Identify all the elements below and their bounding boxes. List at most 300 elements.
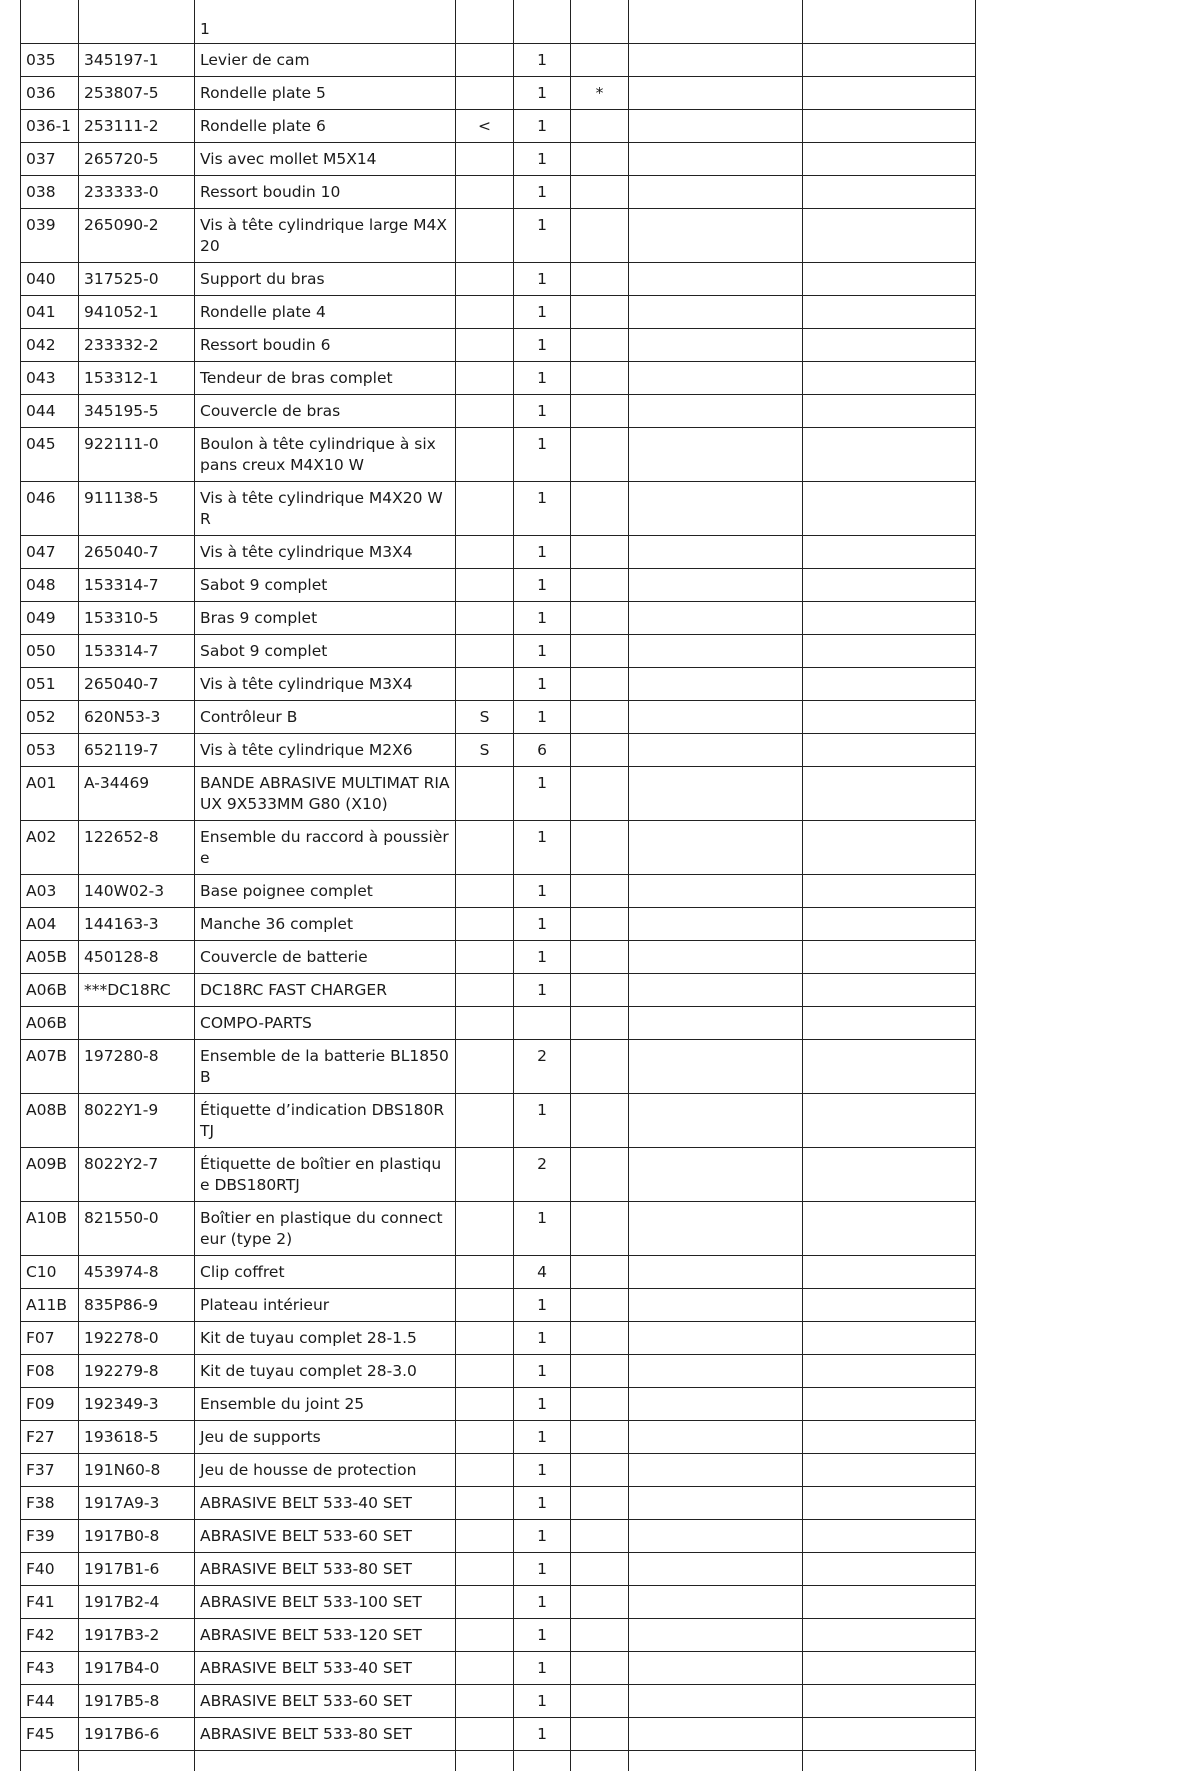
mark-cell (571, 176, 629, 209)
table-row (21, 1520, 976, 1553)
description-cell: Rondelle plate 6 (195, 110, 456, 143)
item-no-cell: A08B (21, 1094, 79, 1148)
description-cell: ABRASIVE BELT 533-80 SET (195, 1718, 456, 1751)
note-cell (456, 143, 514, 176)
quantity-cell: 1 (514, 821, 571, 875)
quantity-cell: 1 (514, 1094, 571, 1148)
description-cell: Bras 9 complet (195, 602, 456, 635)
table-row (21, 1148, 976, 1202)
table-row (21, 362, 976, 395)
part-no-cell: 192278-0 (79, 1322, 195, 1355)
note-cell (456, 1040, 514, 1094)
table-row (21, 941, 976, 974)
part-no-cell: 941052-1 (79, 296, 195, 329)
part-no-cell: 193618-5 (79, 1421, 195, 1454)
note-cell (456, 536, 514, 569)
extra-cell (629, 1421, 803, 1454)
note-cell (456, 296, 514, 329)
mark-cell (571, 536, 629, 569)
quantity-cell: 1 (514, 1685, 571, 1718)
extra-cell (629, 428, 803, 482)
note-cell (456, 1007, 514, 1040)
remarks-cell (803, 1421, 976, 1454)
item-no-cell: F44 (21, 1685, 79, 1718)
remarks-cell (803, 1007, 976, 1040)
quantity-cell: 1 (514, 77, 571, 110)
extra-cell (629, 1289, 803, 1322)
description-cell: Boulon à tête cylindrique à six pans creux M4X10 W (195, 428, 456, 482)
mark-cell (571, 1487, 629, 1520)
quantity-cell: 1 (514, 1487, 571, 1520)
extra-cell (629, 1007, 803, 1040)
mark-cell (571, 1040, 629, 1094)
note-cell (456, 1718, 514, 1751)
remarks-cell (803, 209, 976, 263)
table-row (21, 1256, 976, 1289)
remarks-cell (803, 1751, 976, 1771)
item-no-cell: F38 (21, 1487, 79, 1520)
quantity-cell: 1 (514, 362, 571, 395)
extra-cell (629, 44, 803, 77)
note-cell (456, 1487, 514, 1520)
note-cell (456, 1520, 514, 1553)
item-no-cell: C10 (21, 1256, 79, 1289)
mark-cell (571, 1421, 629, 1454)
extra-cell (629, 1520, 803, 1553)
remarks-cell (803, 1520, 976, 1553)
table-row (21, 635, 976, 668)
quantity-cell: 1 (514, 176, 571, 209)
note-cell: < (456, 110, 514, 143)
note-cell (456, 1388, 514, 1421)
description-cell: Étiquette d’indication DBS180RTJ (195, 1094, 456, 1148)
note-cell (456, 428, 514, 482)
description-cell: Ressort boudin 6 (195, 329, 456, 362)
table-row (21, 734, 976, 767)
remarks-cell (803, 941, 976, 974)
parts-list-body (21, 0, 976, 1771)
note-cell (456, 77, 514, 110)
note-cell (456, 821, 514, 875)
part-no-cell: 153314-7 (79, 635, 195, 668)
mark-cell (571, 1553, 629, 1586)
mark-cell (571, 1586, 629, 1619)
remarks-cell (803, 767, 976, 821)
note-cell (456, 1256, 514, 1289)
description-cell: Contrôleur B (195, 701, 456, 734)
extra-cell (629, 1487, 803, 1520)
note-cell (456, 209, 514, 263)
parts-list-table (20, 0, 976, 1771)
quantity-cell: 1 (514, 701, 571, 734)
mark-cell (571, 1322, 629, 1355)
extra-cell (629, 77, 803, 110)
part-no-cell: 1917B1-6 (79, 1553, 195, 1586)
note-cell (456, 263, 514, 296)
table-row (21, 767, 976, 821)
quantity-cell: 1 (514, 482, 571, 536)
quantity-cell: 1 (514, 1322, 571, 1355)
note-cell (456, 0, 514, 44)
table-row (21, 875, 976, 908)
remarks-cell (803, 362, 976, 395)
description-cell (195, 1751, 456, 1771)
table-row (21, 263, 976, 296)
mark-cell (571, 44, 629, 77)
description-cell: Vis à tête cylindrique M3X4 (195, 536, 456, 569)
part-no-cell: 265720-5 (79, 143, 195, 176)
note-cell (456, 635, 514, 668)
remarks-cell (803, 1718, 976, 1751)
extra-cell (629, 701, 803, 734)
quantity-cell (514, 1751, 571, 1771)
quantity-cell: 1 (514, 1619, 571, 1652)
item-no-cell: 044 (21, 395, 79, 428)
note-cell (456, 1289, 514, 1322)
extra-cell (629, 263, 803, 296)
description-cell: Couvercle de bras (195, 395, 456, 428)
quantity-cell: 1 (514, 1388, 571, 1421)
item-no-cell: 046 (21, 482, 79, 536)
description-cell: Kit de tuyau complet 28-1.5 (195, 1322, 456, 1355)
description-cell: Vis à tête cylindrique M3X4 (195, 668, 456, 701)
description-cell: Jeu de housse de protection (195, 1454, 456, 1487)
extra-cell (629, 296, 803, 329)
remarks-cell (803, 1202, 976, 1256)
item-no-cell: F08 (21, 1355, 79, 1388)
description-cell: ABRASIVE BELT 533-100 SET (195, 1586, 456, 1619)
remarks-cell (803, 1148, 976, 1202)
note-cell (456, 875, 514, 908)
note-cell (456, 908, 514, 941)
part-no-cell: 1917B4-0 (79, 1652, 195, 1685)
extra-cell (629, 1619, 803, 1652)
table-row (21, 1388, 976, 1421)
extra-cell (629, 1148, 803, 1202)
remarks-cell (803, 635, 976, 668)
description-cell: ABRASIVE BELT 533-120 SET (195, 1619, 456, 1652)
item-no-cell: 052 (21, 701, 79, 734)
part-no-cell: 1917B2-4 (79, 1586, 195, 1619)
part-no-cell: 1917B6-6 (79, 1718, 195, 1751)
mark-cell (571, 701, 629, 734)
note-cell (456, 1553, 514, 1586)
item-no-cell: A01 (21, 767, 79, 821)
remarks-cell (803, 1256, 976, 1289)
extra-cell (629, 395, 803, 428)
remarks-cell (803, 1322, 976, 1355)
item-no-cell: A04 (21, 908, 79, 941)
table-row (21, 1553, 976, 1586)
part-no-cell: 253807-5 (79, 77, 195, 110)
part-no-cell: 8022Y1-9 (79, 1094, 195, 1148)
extra-cell (629, 1388, 803, 1421)
note-cell (456, 329, 514, 362)
remarks-cell (803, 668, 976, 701)
table-row (21, 1007, 976, 1040)
item-no-cell: A03 (21, 875, 79, 908)
part-no-cell (79, 1751, 195, 1771)
description-cell: Support du bras (195, 263, 456, 296)
table-row (21, 0, 976, 44)
remarks-cell (803, 908, 976, 941)
remarks-cell (803, 110, 976, 143)
item-no-cell: A07B (21, 1040, 79, 1094)
part-no-cell: 1917A9-3 (79, 1487, 195, 1520)
description-cell: Kit de tuyau complet 28-3.0 (195, 1355, 456, 1388)
remarks-cell (803, 1619, 976, 1652)
description-cell: Ressort boudin 10 (195, 176, 456, 209)
extra-cell (629, 635, 803, 668)
note-cell: S (456, 734, 514, 767)
note-cell (456, 1586, 514, 1619)
quantity-cell: 1 (514, 1355, 571, 1388)
table-row (21, 1586, 976, 1619)
mark-cell (571, 1148, 629, 1202)
mark-cell (571, 482, 629, 536)
extra-cell (629, 668, 803, 701)
item-no-cell: 036 (21, 77, 79, 110)
quantity-cell: 1 (514, 143, 571, 176)
note-cell (456, 1094, 514, 1148)
remarks-cell (803, 77, 976, 110)
extra-cell (629, 1652, 803, 1685)
item-no-cell: F07 (21, 1322, 79, 1355)
description-cell: Boîtier en plastique du connecteur (type 2) (195, 1202, 456, 1256)
quantity-cell: 1 (514, 263, 571, 296)
quantity-cell (514, 1007, 571, 1040)
extra-cell (629, 1553, 803, 1586)
item-no-cell: A02 (21, 821, 79, 875)
quantity-cell (514, 0, 571, 44)
table-row (21, 821, 976, 875)
extra-cell (629, 329, 803, 362)
note-cell (456, 1685, 514, 1718)
note-cell (456, 1619, 514, 1652)
note-cell (456, 1202, 514, 1256)
table-row (21, 1202, 976, 1256)
table-row (21, 1322, 976, 1355)
part-no-cell: 122652-8 (79, 821, 195, 875)
mark-cell (571, 635, 629, 668)
note-cell (456, 362, 514, 395)
item-no-cell: 042 (21, 329, 79, 362)
item-no-cell: A06B (21, 974, 79, 1007)
note-cell (456, 1322, 514, 1355)
remarks-cell (803, 0, 976, 44)
note-cell (456, 44, 514, 77)
mark-cell (571, 296, 629, 329)
description-cell: Tendeur de bras complet (195, 362, 456, 395)
extra-cell (629, 1322, 803, 1355)
remarks-cell (803, 143, 976, 176)
remarks-cell (803, 1289, 976, 1322)
item-no-cell (21, 1751, 79, 1771)
table-row (21, 1454, 976, 1487)
mark-cell (571, 143, 629, 176)
description-cell: Ensemble du raccord à poussière (195, 821, 456, 875)
extra-cell (629, 569, 803, 602)
mark-cell (571, 602, 629, 635)
item-no-cell: 039 (21, 209, 79, 263)
table-row (21, 668, 976, 701)
mark-cell (571, 1355, 629, 1388)
note-cell (456, 1751, 514, 1771)
remarks-cell (803, 176, 976, 209)
quantity-cell: 1 (514, 1553, 571, 1586)
part-no-cell: 265090-2 (79, 209, 195, 263)
extra-cell (629, 602, 803, 635)
quantity-cell: 6 (514, 734, 571, 767)
description-cell: Levier de cam (195, 44, 456, 77)
description-cell: Sabot 9 complet (195, 569, 456, 602)
quantity-cell: 1 (514, 209, 571, 263)
remarks-cell (803, 734, 976, 767)
extra-cell (629, 143, 803, 176)
table-row (21, 143, 976, 176)
table-row (21, 110, 976, 143)
extra-cell (629, 110, 803, 143)
quantity-cell: 1 (514, 1289, 571, 1322)
part-no-cell: 317525-0 (79, 263, 195, 296)
part-no-cell (79, 0, 195, 44)
quantity-cell: 1 (514, 536, 571, 569)
quantity-cell: 1 (514, 635, 571, 668)
description-cell: DC18RC FAST CHARGER (195, 974, 456, 1007)
mark-cell (571, 1202, 629, 1256)
quantity-cell: 1 (514, 1520, 571, 1553)
extra-cell (629, 1094, 803, 1148)
part-no-cell: 821550-0 (79, 1202, 195, 1256)
note-cell (456, 602, 514, 635)
mark-cell (571, 1094, 629, 1148)
part-no-cell: 233333-0 (79, 176, 195, 209)
item-no-cell: 038 (21, 176, 79, 209)
table-row (21, 1421, 976, 1454)
quantity-cell: 1 (514, 1718, 571, 1751)
part-no-cell: 233332-2 (79, 329, 195, 362)
remarks-cell (803, 296, 976, 329)
extra-cell (629, 821, 803, 875)
item-no-cell: 050 (21, 635, 79, 668)
item-no-cell: A10B (21, 1202, 79, 1256)
table-row (21, 209, 976, 263)
description-cell: ABRASIVE BELT 533-80 SET (195, 1553, 456, 1586)
description-cell: Clip coffret (195, 1256, 456, 1289)
part-no-cell: 153310-5 (79, 602, 195, 635)
part-no-cell: ***DC18RC (79, 974, 195, 1007)
remarks-cell (803, 1094, 976, 1148)
item-no-cell: F42 (21, 1619, 79, 1652)
extra-cell (629, 176, 803, 209)
table-row (21, 569, 976, 602)
remarks-cell (803, 263, 976, 296)
quantity-cell: 4 (514, 1256, 571, 1289)
note-cell (456, 1652, 514, 1685)
extra-cell (629, 908, 803, 941)
item-no-cell: 049 (21, 602, 79, 635)
remarks-cell (803, 875, 976, 908)
item-no-cell: 048 (21, 569, 79, 602)
quantity-cell: 2 (514, 1040, 571, 1094)
table-row (21, 1289, 976, 1322)
mark-cell (571, 1718, 629, 1751)
item-no-cell: A06B (21, 1007, 79, 1040)
item-no-cell: F41 (21, 1586, 79, 1619)
table-row (21, 482, 976, 536)
part-no-cell: 192349-3 (79, 1388, 195, 1421)
description-cell: Rondelle plate 5 (195, 77, 456, 110)
description-cell: Vis à tête cylindrique M2X6 (195, 734, 456, 767)
extra-cell (629, 875, 803, 908)
remarks-cell (803, 974, 976, 1007)
remarks-cell (803, 1586, 976, 1619)
mark-cell: * (571, 77, 629, 110)
remarks-cell (803, 482, 976, 536)
quantity-cell: 1 (514, 395, 571, 428)
mark-cell (571, 1520, 629, 1553)
remarks-cell (803, 395, 976, 428)
note-cell (456, 569, 514, 602)
mark-cell (571, 395, 629, 428)
table-row (21, 296, 976, 329)
item-no-cell: F40 (21, 1553, 79, 1586)
description-cell: ABRASIVE BELT 533-60 SET (195, 1685, 456, 1718)
item-no-cell: 037 (21, 143, 79, 176)
item-no-cell: F39 (21, 1520, 79, 1553)
quantity-cell: 1 (514, 110, 571, 143)
part-no-cell: 652119-7 (79, 734, 195, 767)
table-row (21, 974, 976, 1007)
item-no-cell: F43 (21, 1652, 79, 1685)
note-cell (456, 395, 514, 428)
description-cell: Vis à tête cylindrique large M4X20 (195, 209, 456, 263)
description-cell: BANDE ABRASIVE MULTIMAT RIAUX 9X533MM G80 (X10) (195, 767, 456, 821)
mark-cell (571, 362, 629, 395)
extra-cell (629, 1256, 803, 1289)
quantity-cell: 1 (514, 1421, 571, 1454)
extra-cell (629, 1202, 803, 1256)
part-no-cell: 345195-5 (79, 395, 195, 428)
description-cell: Étiquette de boîtier en plastique DBS180RTJ (195, 1148, 456, 1202)
part-no-cell: 1917B3-2 (79, 1619, 195, 1652)
part-no-cell: 1917B5-8 (79, 1685, 195, 1718)
item-no-cell: 053 (21, 734, 79, 767)
extra-cell (629, 974, 803, 1007)
part-no-cell: 911138-5 (79, 482, 195, 536)
quantity-cell: 1 (514, 875, 571, 908)
item-no-cell: A11B (21, 1289, 79, 1322)
mark-cell (571, 1256, 629, 1289)
mark-cell (571, 1619, 629, 1652)
table-row (21, 329, 976, 362)
description-cell: ABRASIVE BELT 533-60 SET (195, 1520, 456, 1553)
remarks-cell (803, 44, 976, 77)
part-no-cell: 345197-1 (79, 44, 195, 77)
quantity-cell: 1 (514, 668, 571, 701)
extra-cell (629, 767, 803, 821)
part-no-cell: 153312-1 (79, 362, 195, 395)
extra-cell (629, 482, 803, 536)
part-no-cell: 253111-2 (79, 110, 195, 143)
extra-cell (629, 0, 803, 44)
quantity-cell: 1 (514, 329, 571, 362)
table-row (21, 428, 976, 482)
description-cell: Sabot 9 complet (195, 635, 456, 668)
mark-cell (571, 1388, 629, 1421)
mark-cell (571, 974, 629, 1007)
extra-cell (629, 1355, 803, 1388)
